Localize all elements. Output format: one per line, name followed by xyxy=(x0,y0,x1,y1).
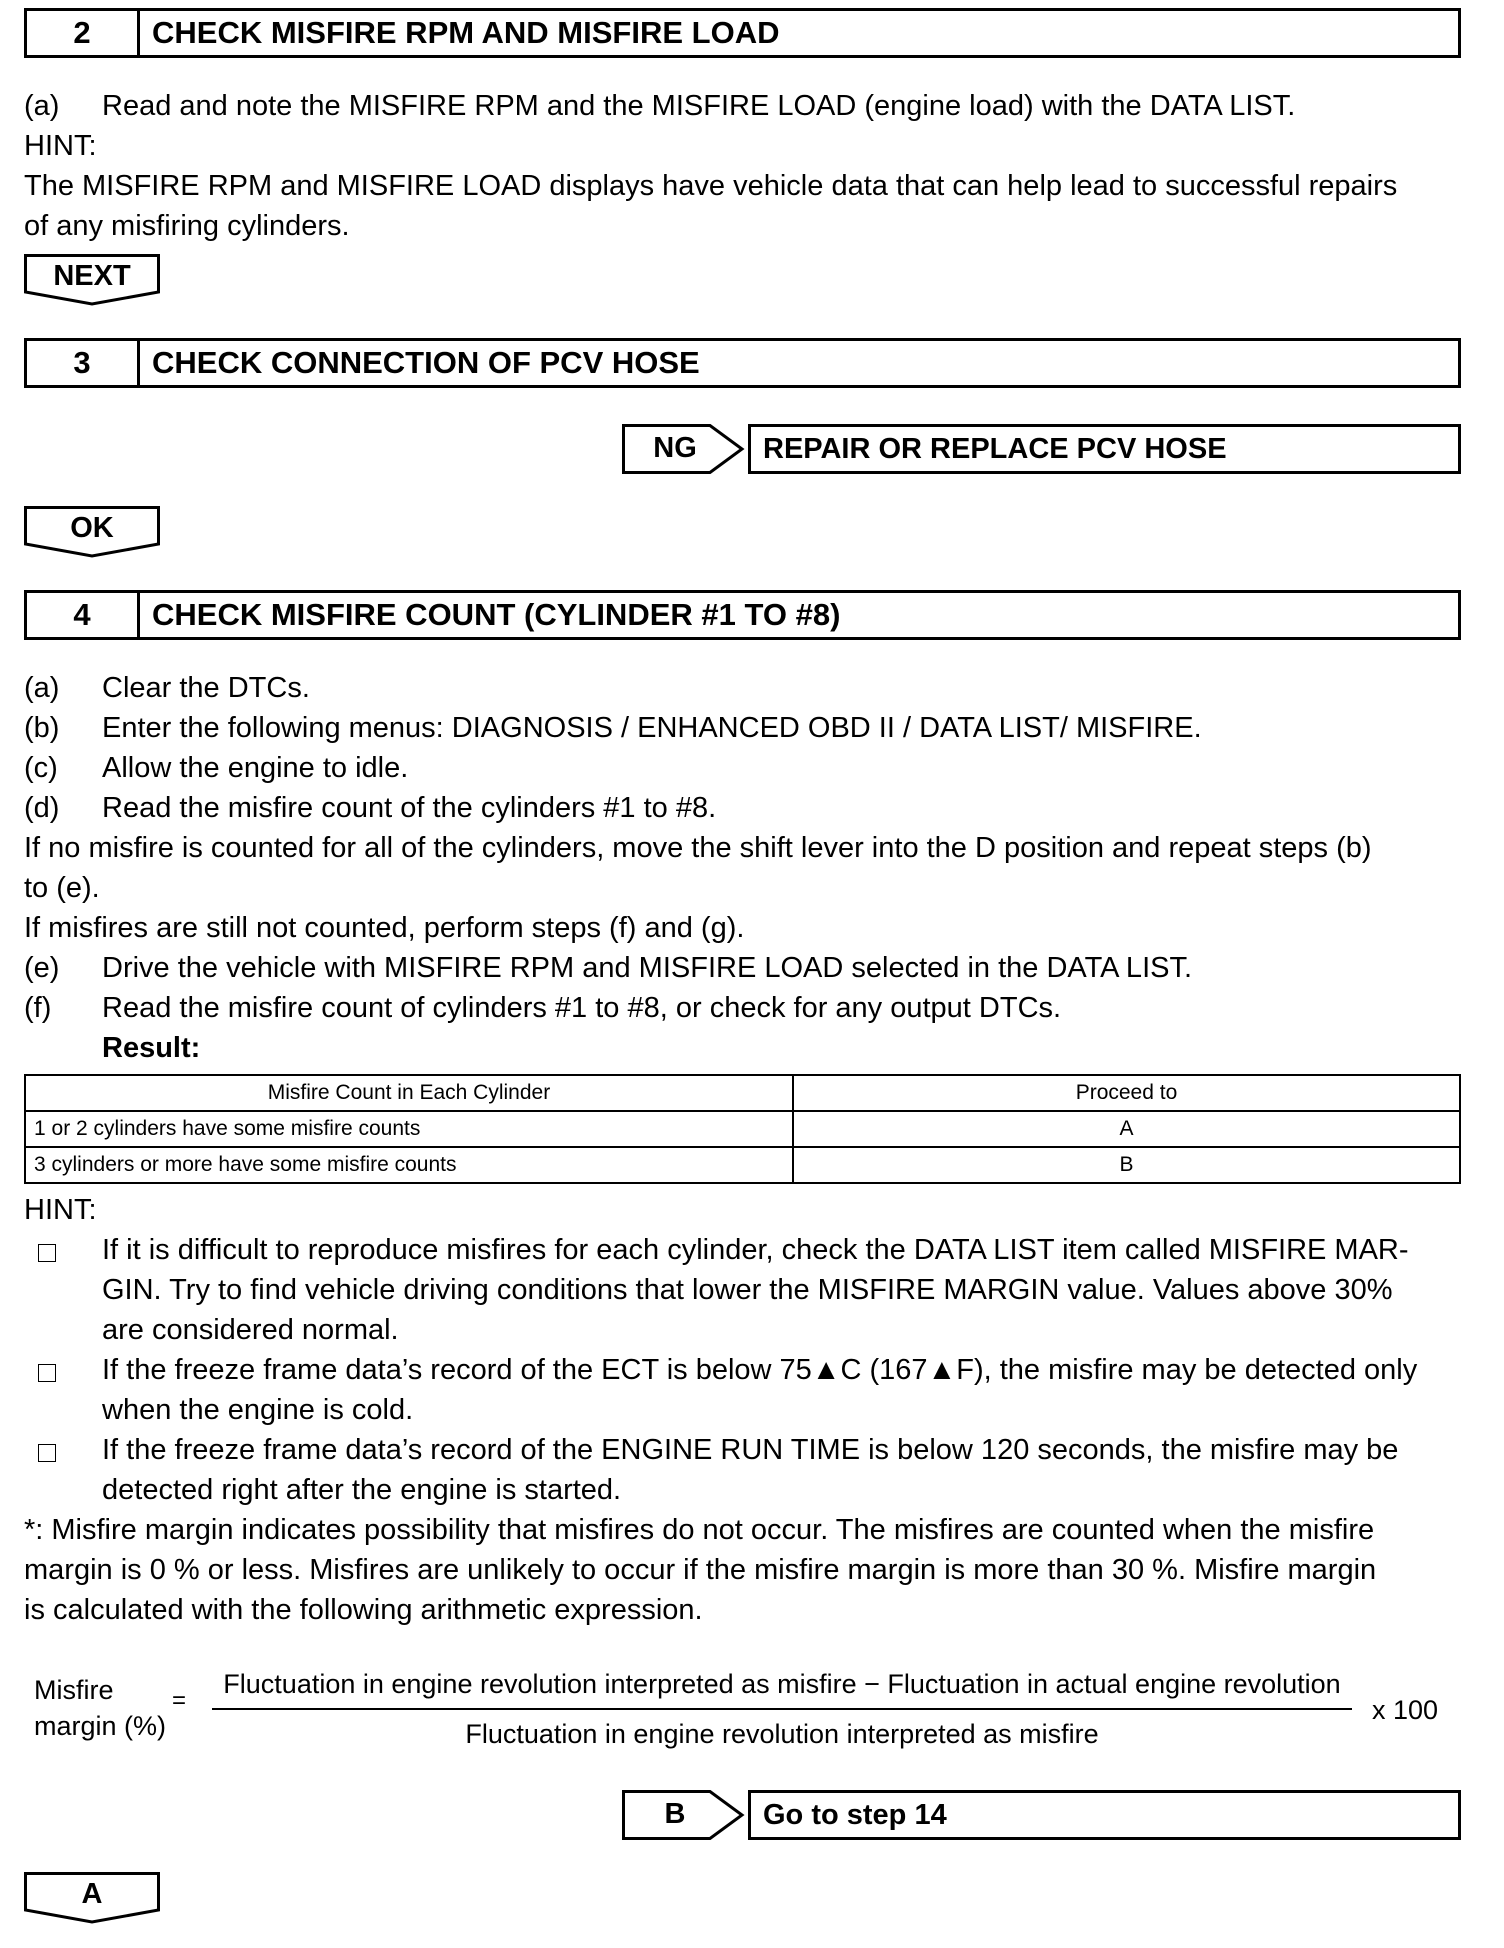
item-label: (f) xyxy=(24,992,52,1024)
b-arrow xyxy=(622,1790,742,1840)
item-text: Read the misfire count of cylinders #1 to #8, or check for any output DTCs. xyxy=(102,992,1062,1024)
table-cell: 1 or 2 cylinders have some misfire counts xyxy=(25,1111,793,1147)
ok-tab[interactable] xyxy=(24,506,160,558)
checkbox-bullet-icon xyxy=(38,1444,56,1462)
formula-equals: = xyxy=(172,1687,187,1714)
item-text: Read the misfire count of the cylinders #1 to #8. xyxy=(102,792,717,824)
ng-result-box: REPAIR OR REPLACE PCV HOSE xyxy=(748,424,1461,474)
table-cell: A xyxy=(793,1111,1460,1147)
formula-denominator: Fluctuation in engine revolution interpreted as misfire xyxy=(465,1719,1099,1749)
fraction-bar xyxy=(212,1708,1352,1710)
formula-lhs: margin (%) xyxy=(34,1711,167,1741)
ok-label: OK xyxy=(70,512,114,544)
b-label: B xyxy=(664,1798,686,1830)
step-title: CHECK CONNECTION OF PCV HOSE xyxy=(152,345,700,380)
formula-multiplier: x 100 xyxy=(1372,1695,1439,1725)
step-number: 3 xyxy=(27,341,140,385)
item-label: (a) xyxy=(24,90,60,122)
bullet-text: If it is difficult to reproduce misfires for each cylinder, check the DATA LIST item called MISFIRE MAR- xyxy=(102,1234,1409,1266)
next-tab[interactable] xyxy=(24,254,160,306)
bullet-text: when the engine is cold. xyxy=(102,1394,414,1426)
note-text: is calculated with the following arithmetic expression. xyxy=(24,1594,703,1626)
bullet-text: are considered normal. xyxy=(102,1314,399,1346)
table-cell: 3 cylinders or more have some misfire counts xyxy=(25,1147,793,1183)
bullet-text: If the freeze frame data’s record of the ECT is below 75▲C (167▲F), the misfire may be detected only xyxy=(102,1354,1418,1386)
step-title: CHECK MISFIRE RPM AND MISFIRE LOAD xyxy=(152,15,780,50)
a-label: A xyxy=(81,1878,103,1910)
hint-text: of any misfiring cylinders. xyxy=(24,210,350,242)
note-text: margin is 0 % or less. Misfires are unlikely to occur if the misfire margin is more than 30 %. Misfire margin xyxy=(24,1554,1377,1586)
table-header: Misfire Count in Each Cylinder xyxy=(25,1075,793,1111)
checkbox-bullet-icon xyxy=(38,1244,56,1262)
result-label: Result: xyxy=(102,1032,201,1064)
step-4-header xyxy=(24,590,1461,640)
bullet-text: detected right after the engine is started. xyxy=(102,1474,622,1506)
b-result-box: Go to step 14 xyxy=(748,1790,1461,1840)
step-number: 4 xyxy=(27,593,140,637)
item-label: (c) xyxy=(24,752,58,784)
formula-fraction xyxy=(212,1664,1352,1754)
item-text: Allow the engine to idle. xyxy=(102,752,409,784)
hint-label: HINT: xyxy=(24,130,97,162)
table-row xyxy=(25,1147,1460,1183)
ng-label: NG xyxy=(653,432,697,464)
item-text: Enter the following menus: DIAGNOSIS / ENHANCED OBD II / DATA LIST/ MISFIRE. xyxy=(102,712,1202,744)
formula-lhs: Misfire xyxy=(34,1675,114,1705)
item-text: Clear the DTCs. xyxy=(102,672,310,704)
step-title: CHECK MISFIRE COUNT (CYLINDER #1 TO #8) xyxy=(152,597,841,632)
result-table xyxy=(24,1074,1461,1184)
hint-label: HINT: xyxy=(24,1194,97,1226)
paragraph: to (e). xyxy=(24,872,100,904)
table-header: Proceed to xyxy=(793,1075,1460,1111)
paragraph: If no misfire is counted for all of the cylinders, move the shift lever into the D position and repeat steps (b) xyxy=(24,832,1372,864)
ng-arrow xyxy=(622,424,742,474)
item-label: (b) xyxy=(24,712,60,744)
bullet-text: GIN. Try to find vehicle driving conditions that lower the MISFIRE MARGIN value. Values above 30% xyxy=(102,1274,1393,1306)
item-text: Read and note the MISFIRE RPM and the MISFIRE LOAD (engine load) with the DATA LIST. xyxy=(102,90,1296,122)
paragraph: If misfires are still not counted, perform steps (f) and (g). xyxy=(24,912,745,944)
table-cell: B xyxy=(793,1147,1460,1183)
hint-text: The MISFIRE RPM and MISFIRE LOAD displays have vehicle data that can help lead to successful repairs xyxy=(24,170,1398,202)
a-tab[interactable] xyxy=(24,1872,160,1924)
step-2-header xyxy=(24,8,1461,58)
item-text: Drive the vehicle with MISFIRE RPM and MISFIRE LOAD selected in the DATA LIST. xyxy=(102,952,1193,984)
table-row xyxy=(25,1111,1460,1147)
bullet-text: If the freeze frame data’s record of the ENGINE RUN TIME is below 120 seconds, the misfire may be xyxy=(102,1434,1399,1466)
step-number: 2 xyxy=(27,11,140,55)
item-label: (a) xyxy=(24,672,60,704)
table-header-row xyxy=(25,1075,1460,1111)
item-label: (d) xyxy=(24,792,60,824)
formula-numerator: Fluctuation in engine revolution interpreted as misfire − Fluctuation in actual engine revolution xyxy=(223,1669,1341,1699)
checkbox-bullet-icon xyxy=(38,1364,56,1382)
next-label: NEXT xyxy=(53,260,131,292)
note-text: *: Misfire margin indicates possibility that misfires do not occur. The misfires are counted when the misfire xyxy=(24,1514,1375,1546)
step-3-header xyxy=(24,338,1461,388)
item-label: (e) xyxy=(24,952,60,984)
